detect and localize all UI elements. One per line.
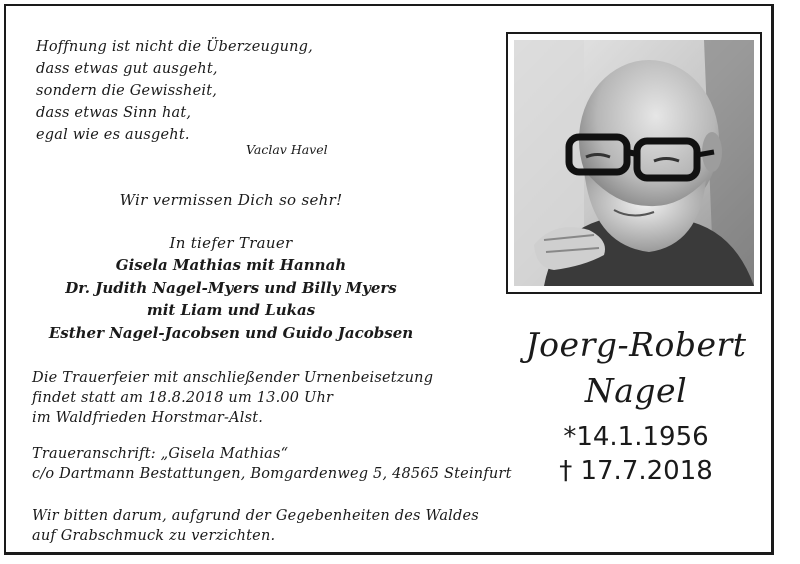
- request-line: Wir bitten darum, aufgrund der Gegebenheiten des Waldes: [32, 508, 479, 524]
- death-date: † 17.7.2018: [559, 456, 713, 486]
- ceremony-info: [32, 368, 502, 428]
- quote-line: sondern die Gewissheit,: [36, 83, 218, 99]
- ceremony-line: findet statt am 18.8.2018 um 13.00 Uhr: [32, 390, 334, 406]
- ceremony-line: im Waldfrieden Horstmar-Alst.: [32, 410, 264, 426]
- ceremony-line: Die Trauerfeier mit anschließender Urnenbeisetzung: [32, 370, 434, 386]
- quote-block: [36, 36, 346, 146]
- birth-date: *14.1.1956: [563, 422, 709, 452]
- portrait-image: [514, 40, 754, 286]
- last-name: Nagel: [584, 371, 688, 410]
- mourner-line: Gisela Mathias mit Hannah: [115, 256, 347, 274]
- mourners-block: [31, 232, 431, 344]
- quote-author: Vaclav Havel: [246, 142, 328, 157]
- request-line: auf Grabschmuck zu verzichten.: [32, 528, 276, 544]
- flower-request: [32, 506, 512, 546]
- quote-line: Hoffnung ist nicht die Überzeugung,: [36, 39, 313, 55]
- life-dates: [526, 420, 746, 488]
- mourner-line: mit Liam und Lukas: [146, 301, 316, 319]
- address-line: Traueranschrift: „Gisela Mathias“: [32, 446, 289, 462]
- portrait-photo: [506, 32, 762, 294]
- mourner-line: Esther Nagel-Jacobsen und Guido Jacobsen: [48, 323, 414, 342]
- first-name: Joerg-Robert: [525, 325, 747, 364]
- quote-line: dass etwas gut ausgeht,: [36, 61, 218, 77]
- mourning-intro: In tiefer Trauer: [169, 234, 293, 252]
- quote-line: egal wie es ausgeht.: [36, 127, 190, 143]
- mourning-address: [32, 444, 532, 484]
- quote-line: dass etwas Sinn hat,: [36, 105, 192, 121]
- address-line: c/o Dartmann Bestattungen, Bomgardenweg 5, 48565 Steinfurt: [32, 466, 512, 482]
- deceased-name: [486, 322, 786, 414]
- mourner-line: Dr. Judith Nagel-Myers und Billy Myers: [65, 278, 397, 297]
- obituary-card: [4, 4, 774, 555]
- miss-text: Wir vermissen Dich so sehr!: [119, 191, 343, 209]
